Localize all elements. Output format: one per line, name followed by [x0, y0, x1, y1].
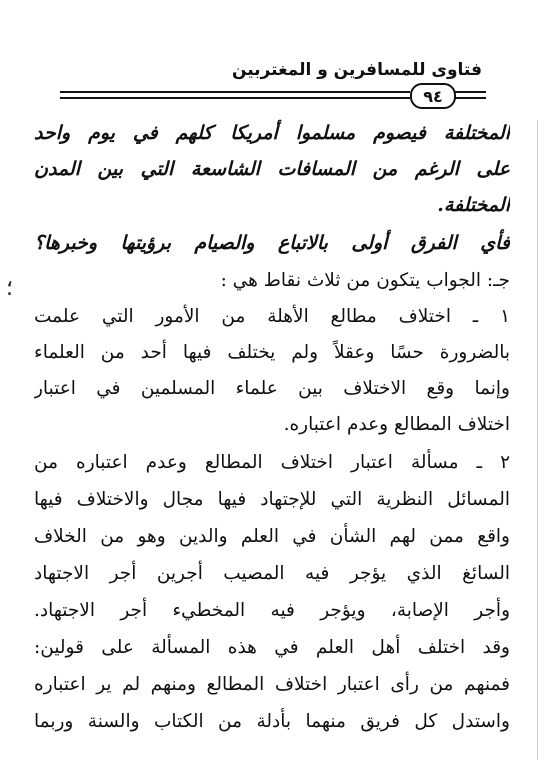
text-line: المختلفة. — [437, 194, 510, 216]
text-line: واستدل كل فريق منهما بأدلة من الكتاب والسنة وربما — [34, 711, 510, 732]
text-line: وقد اختلف أهل العلم في هذه المسألة على قولين: — [34, 637, 510, 658]
text-line: اختلاف المطالع وعدم اعتباره. — [283, 414, 510, 435]
question-line: فأي الفرق أولى بالاتباع والصيام برؤيتها وخبرها؟ — [34, 232, 510, 254]
text-line: السائغ الذي يؤجر فيه المصيب أجرين أجر الاجتهاد — [34, 563, 510, 584]
text-line: ١ ـ اختلاف مطالع الأهلة من الأمور التي علمت — [34, 306, 510, 327]
header-rule — [60, 97, 410, 99]
text-line: واقع ممن لهم الشأن في العلم والدين وهو من الخلاف — [34, 526, 510, 547]
text-line: بالضرورة حسًا وعقلاً ولم يختلف فيها أحد من العلماء — [34, 342, 510, 363]
margin-mark: ؛ — [6, 276, 13, 301]
text-line: وإنما وقع الاختلاف بين علماء المسلمين في اعتبار — [34, 378, 510, 399]
text-line: المسائل النظرية التي للإجتهاد فيها مجال والاختلاف فيها — [34, 489, 510, 510]
text-line: المختلفة فيصوم مسلموا أمريكا كلهم في يوم واحد — [34, 122, 510, 144]
page-edge — [537, 120, 538, 760]
text-line: على الرغم من المسافات الشاسعة التي بين المدن — [34, 158, 510, 180]
running-header-title: فتاوى للمسافرين و المغتربين — [231, 60, 482, 80]
text-line: فمنهم من رأى اعتبار اختلاف المطالع ومنهم لم ير اعتباره — [34, 674, 510, 695]
text-line: ٢ ـ مسألة اعتبار اختلاف المطالع وعدم اعتباره من — [34, 452, 510, 473]
text-line: جـ: الجواب يتكون من ثلاث نقاط هي : — [220, 270, 510, 291]
header-rule — [60, 91, 410, 93]
text-line: وأجر الإصابة، ويؤجر فيه المخطيء أجر الاجتهاد. — [34, 600, 510, 621]
page-number: ٩٤ — [410, 83, 456, 109]
